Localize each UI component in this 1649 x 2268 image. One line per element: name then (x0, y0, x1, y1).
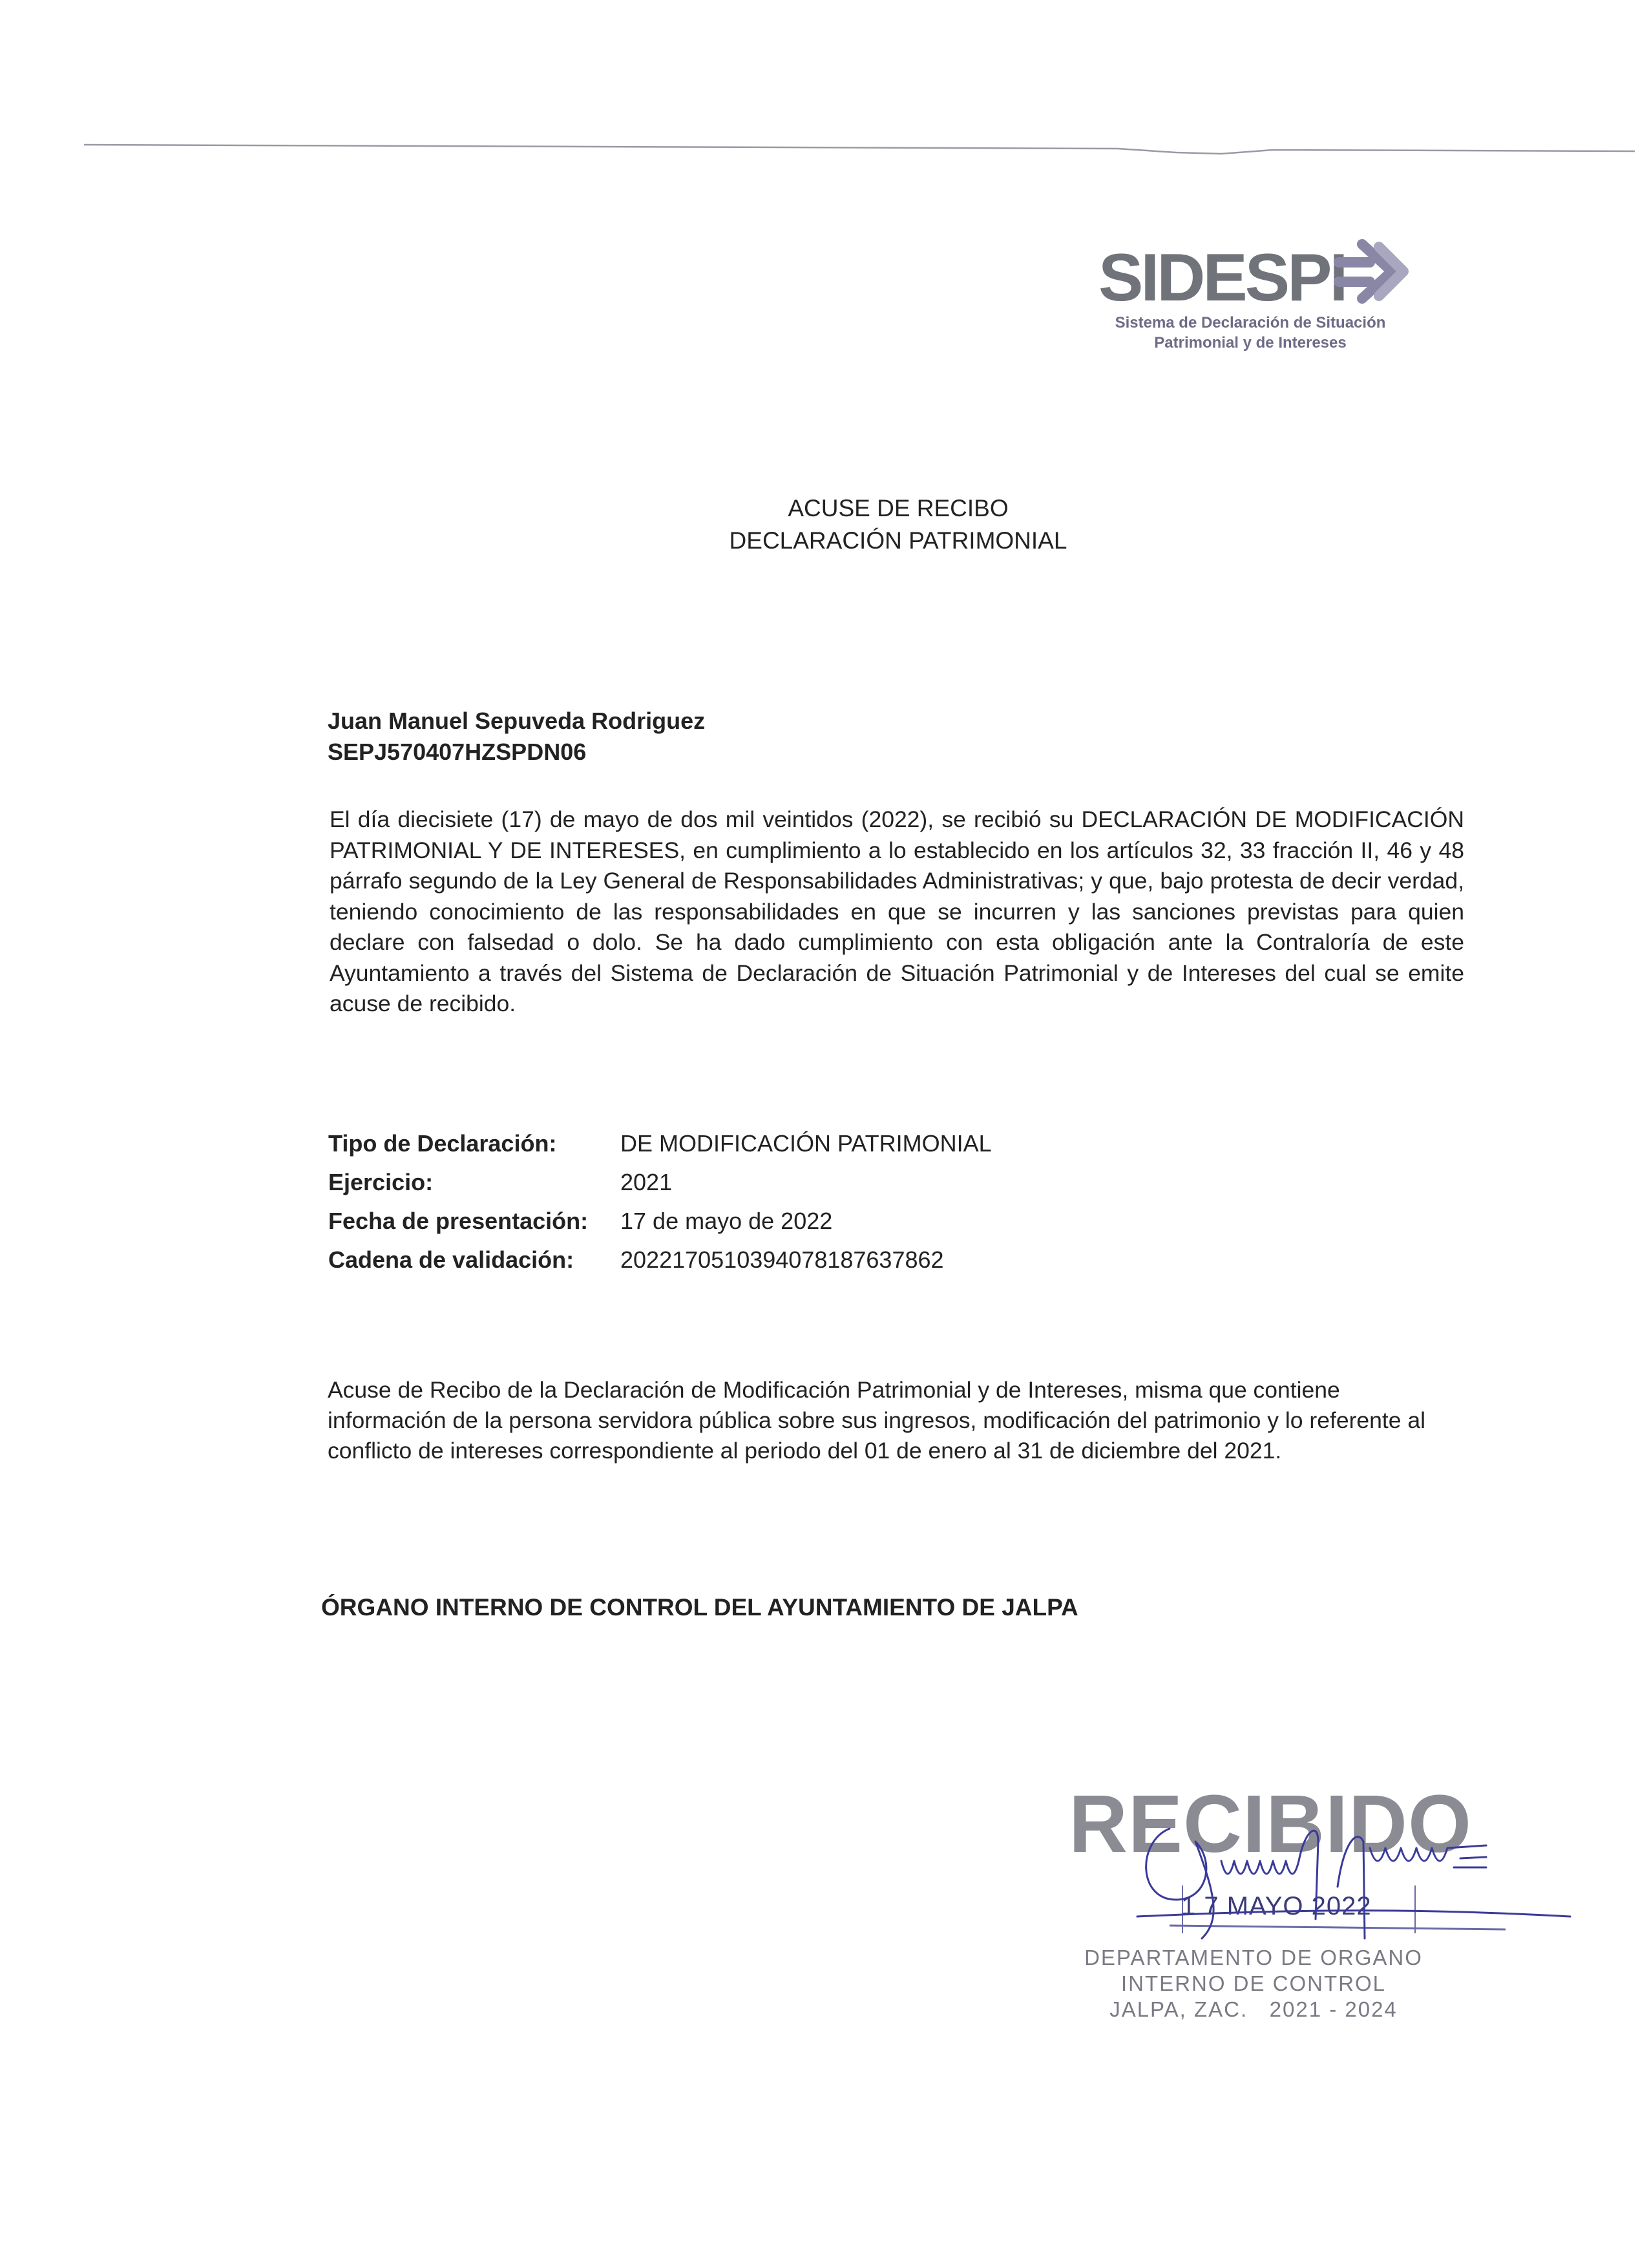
field-label: Cadena de validación: (328, 1246, 574, 1273)
receipt-paragraph: El día diecisiete (17) de mayo de dos mil veintidos (2022), se recibió su DECLARACIÓN DE MODIFICACIÓN PATRIMONIAL Y DE INTERESES, en cumplimiento a lo establecido en los artículos 32, 33 fracción II, 46 y 48 párrafo segundo de la Ley General de Responsabilidades Administrativas; y que, bajo protesta de decir verdad, teniendo conocimiento de las responsabilidades en que se incurren y las sanciones previstas para quien declare con falsedad o dolo. Se ha dado cumplimiento con esta obligación ante la Contraloría de este Ayuntamiento a través del Sistema de Declaración de Situación Patrimonial y de Intereses del cual se emite acuse de recibido. (330, 806, 1464, 1016)
declarant-name: Juan Manuel Sepuveda Rodriguez (328, 708, 706, 734)
stamp-line2: INTERNO DE CONTROL (1120, 1971, 1387, 1995)
stamp-date: 1 7 MAYO 2022 (1181, 1892, 1372, 1920)
document-title (0, 492, 1649, 557)
stamp-line1: DEPARTAMENTO DE ORGANO (1084, 1946, 1423, 1969)
title-line1: ACUSE DE RECIBO (788, 495, 1009, 521)
sidespi-logo (1092, 233, 1415, 362)
double-arrow-icon (1332, 233, 1410, 310)
declarant-block (328, 706, 705, 768)
field-value: 17 de mayo de 2022 (620, 1208, 833, 1234)
stamp-word: RECIBIDO (1069, 1778, 1473, 1869)
handwritten-signature (1124, 1803, 1577, 1951)
stamp-line3: JALPA, ZAC. 2021 - 2024 (1109, 1997, 1398, 2021)
field-value: 2021 (620, 1169, 673, 1195)
field-row-validation (328, 1241, 992, 1279)
organization-name: ÓRGANO INTERNO DE CONTROL DEL AYUNTAMIENTO DE JALPA (321, 1594, 1078, 1621)
logo-subtitle-line1: Sistema de Declaración de Situación (1115, 314, 1386, 331)
declarant-id-code: SEPJ570407HZSPDN06 (328, 739, 587, 765)
logo-subtitle (1092, 313, 1409, 353)
field-value: 20221705103940781876378​62 (620, 1246, 944, 1273)
field-value: DE MODIFICACIÓN PATRIMONIAL (620, 1130, 992, 1157)
field-row-year (328, 1163, 992, 1202)
logo-subtitle-line2: Patrimonial y de Intereses (1154, 334, 1347, 352)
scan-edge-line (84, 143, 1635, 156)
logo-wordmark: SIDESPI (1098, 240, 1346, 315)
field-label: Tipo de Declaración: (328, 1130, 557, 1157)
stamp-department (1060, 1945, 1447, 2022)
field-row-date (328, 1202, 992, 1241)
note-paragraph: Acuse de Recibo de la Declaración de Modificación Patrimonial y de Intereses, misma que contiene información de la persona servidora pública sobre sus ingresos, modificación del patrimonio y lo referente al conflicto de intereses correspondiente al periodo del 01 de enero al 31 de diciembre del 2021. (328, 1377, 1425, 1464)
field-label: Ejercicio: (328, 1169, 434, 1195)
field-label: Fecha de presentación: (328, 1208, 589, 1234)
declaration-fields (328, 1124, 992, 1279)
field-row-type (328, 1124, 992, 1163)
title-line2: DECLARACIÓN PATRIMONIAL (729, 527, 1067, 554)
